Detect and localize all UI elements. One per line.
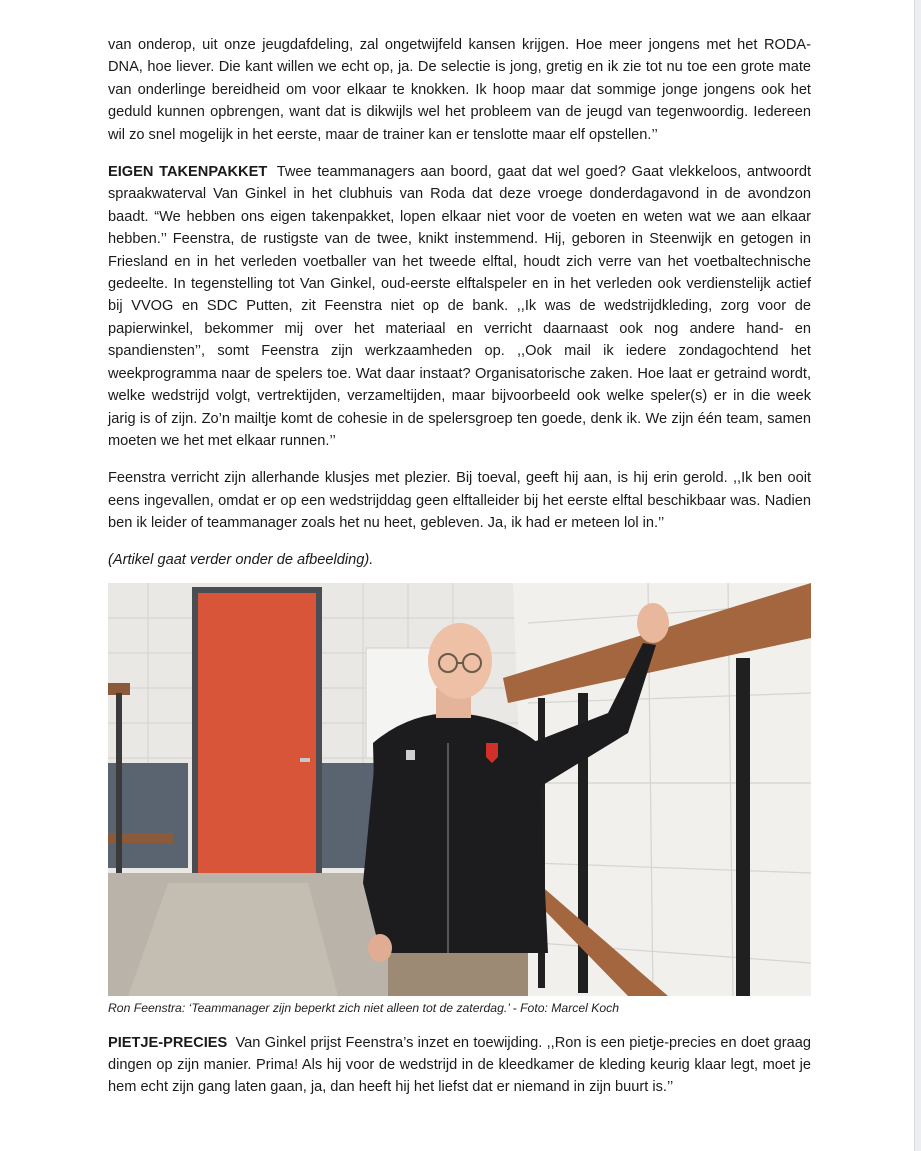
paragraph-klusjes: Feenstra verricht zijn allerhande klusjes met plezier. Bij toeval, geeft hij aan, is hij erin gerold. ,,Ik ben ooit eens ingevallen, omdat er op een wedstrijddag geen elftalleider bij het eerste elftal beschikbaar was. Nadien ben ik leider of teammanager zoals het nu heet, gebleven. Ja, ik had er meteen lol in.’’ (108, 470, 811, 532)
section-heading-pietje-precies: PIETJE-PRECIES (108, 1034, 228, 1051)
door (198, 593, 316, 878)
section-heading-eigen-takenpakket: EIGEN TAKENPAKKET (108, 164, 268, 181)
photo-illustration (108, 583, 811, 996)
continued-note: (Artikel gaat verder onder de afbeelding). (108, 551, 374, 568)
paragraph-intro: van onderop, uit onze jeugdafdeling, zal ongetwijfeld kansen krijgen. Hoe meer jongens met het RODA-DNA, hoe liever. Die kant willen we echt op, ja. De selectie is jong, gretig en ik zie tot nu toe een grote mate van onderlinge bereidheid om voor elkaar te knokken. Ik hoop maar dat sommige jonge jongens ook het geduld kunnen opbrengen, want dat is dikwijls wel het probleem van de jeugd van tegenwoordig. Iedereen wil zo snel mogelijk in het eerste, maar de trainer kan er tenslotte maar elf opstellen.’’ (108, 37, 811, 143)
photo-caption: Ron Feenstra: ‘Teammanager zijn beperkt zich niet alleen tot de zaterdag.’ - Foto: Marcel Koch (108, 1000, 620, 1015)
scrollbar[interactable] (914, 0, 921, 1151)
section-text-pietje-precies: Van Ginkel prijst Feenstra’s inzet en toewijding. ,,Ron is een pietje-precies en doet graag dingen op zijn manier. Prima! Als hij voor de wedstrijd in de kleedkamer de kleding keurig klaar legt, moet je hem echt zijn gang laten gaan, ja, dan heeft hij het liefst dat er niemand in zijn buurt is.’’ (108, 1034, 811, 1096)
section-text-eigen-takenpakket: Twee teammanagers aan boord, gaat dat wel goed? Gaat vlekkeloos, antwoordt spraakwaterval Van Ginkel in het clubhuis van Roda dat deze vroege donderdagavond in de avondzon baadt. “We hebben ons eigen takenpakket, lopen elkaar niet voor de voeten en weten wat we aan elkaar hebben.’’ Feenstra, de rustigste van de twee, knikt instemmend. Hij, geboren in Steenwijk en getogen in Friesland en in het verleden voetballer van het tweede elftal, houdt zich verre van het voetbaltechnische gedeelte. In tegenstelling tot Van Ginkel, oud-eerste elftalspeler en in het verleden ook verdienstelijk actief bij VVOG en SDC Putten, zit Feenstra niet op de bank. ,,Ik was de wedstrijdkleding, zorg voor de papierwinkel, bekommer mij over het materiaal en verricht daarnaast ook nog andere hand- en spandiensten’’, somt Feenstra zijn werkzaamheden op. ,,Ook mail ik iedere zondagochtend het weekprogramma naar de spelers toe. Wat daar instaat? Organisatorische zaken. Hoe laat er getraind wordt, welke wedstrijd volgt, vertrektijden, verzameltijden, maar bijvoorbeeld ook welke speler(s) er in die week jarig is of zijn. Zo’n mailtje komt de cohesie in de spelersgroep ten goede, denk ik. We zijn één team, samen moeten we het met elkaar runnen.’’ (108, 164, 811, 449)
article-page (108, 34, 811, 1114)
paragraph-pietje-precies (108, 1032, 811, 1099)
article-photo (108, 583, 811, 996)
paragraph-eigen-takenpakket (108, 161, 811, 452)
